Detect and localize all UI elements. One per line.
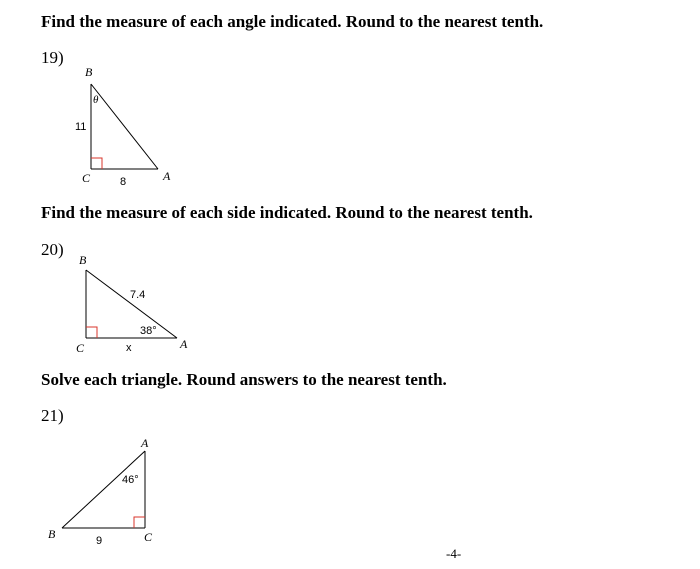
angle-label-theta: θ xyxy=(93,94,99,106)
vertex-label-b-19: B xyxy=(85,65,93,79)
side-label-7-4: 7.4 xyxy=(130,289,146,301)
right-angle-marker-21 xyxy=(134,517,145,528)
side-label-x: x xyxy=(126,342,132,354)
vertex-label-c-21: C xyxy=(144,530,153,544)
angle-label-46: 46° xyxy=(122,474,139,486)
instruction-sides: Find the measure of each side indicated. Round to the nearest tenth. xyxy=(41,203,533,222)
problem-number-20: 20) xyxy=(41,240,64,259)
vertex-label-a-21: A xyxy=(141,436,149,450)
page-number: -4- xyxy=(446,546,462,561)
vertex-label-a-20: A xyxy=(180,337,188,351)
vertex-label-c-20: C xyxy=(76,341,85,355)
vertex-label-c-19: C xyxy=(82,171,91,185)
angle-label-38: 38° xyxy=(140,325,157,337)
side-label-9: 9 xyxy=(96,535,103,547)
side-label-11: 11 xyxy=(75,121,87,133)
vertex-label-b-20: B xyxy=(79,253,87,267)
vertex-label-b-21: B xyxy=(48,527,56,541)
instruction-angles: Find the measure of each angle indicated. Round to the nearest tenth. xyxy=(41,12,544,31)
instruction-solve: Solve each triangle. Round answers to the nearest tenth. xyxy=(41,370,447,389)
problem-number-21: 21) xyxy=(41,406,64,425)
triangle-21-side-ab xyxy=(62,451,145,528)
problem-number-19: 19) xyxy=(41,48,64,67)
vertex-label-a-19: A xyxy=(163,169,171,183)
side-label-8: 8 xyxy=(120,176,127,188)
